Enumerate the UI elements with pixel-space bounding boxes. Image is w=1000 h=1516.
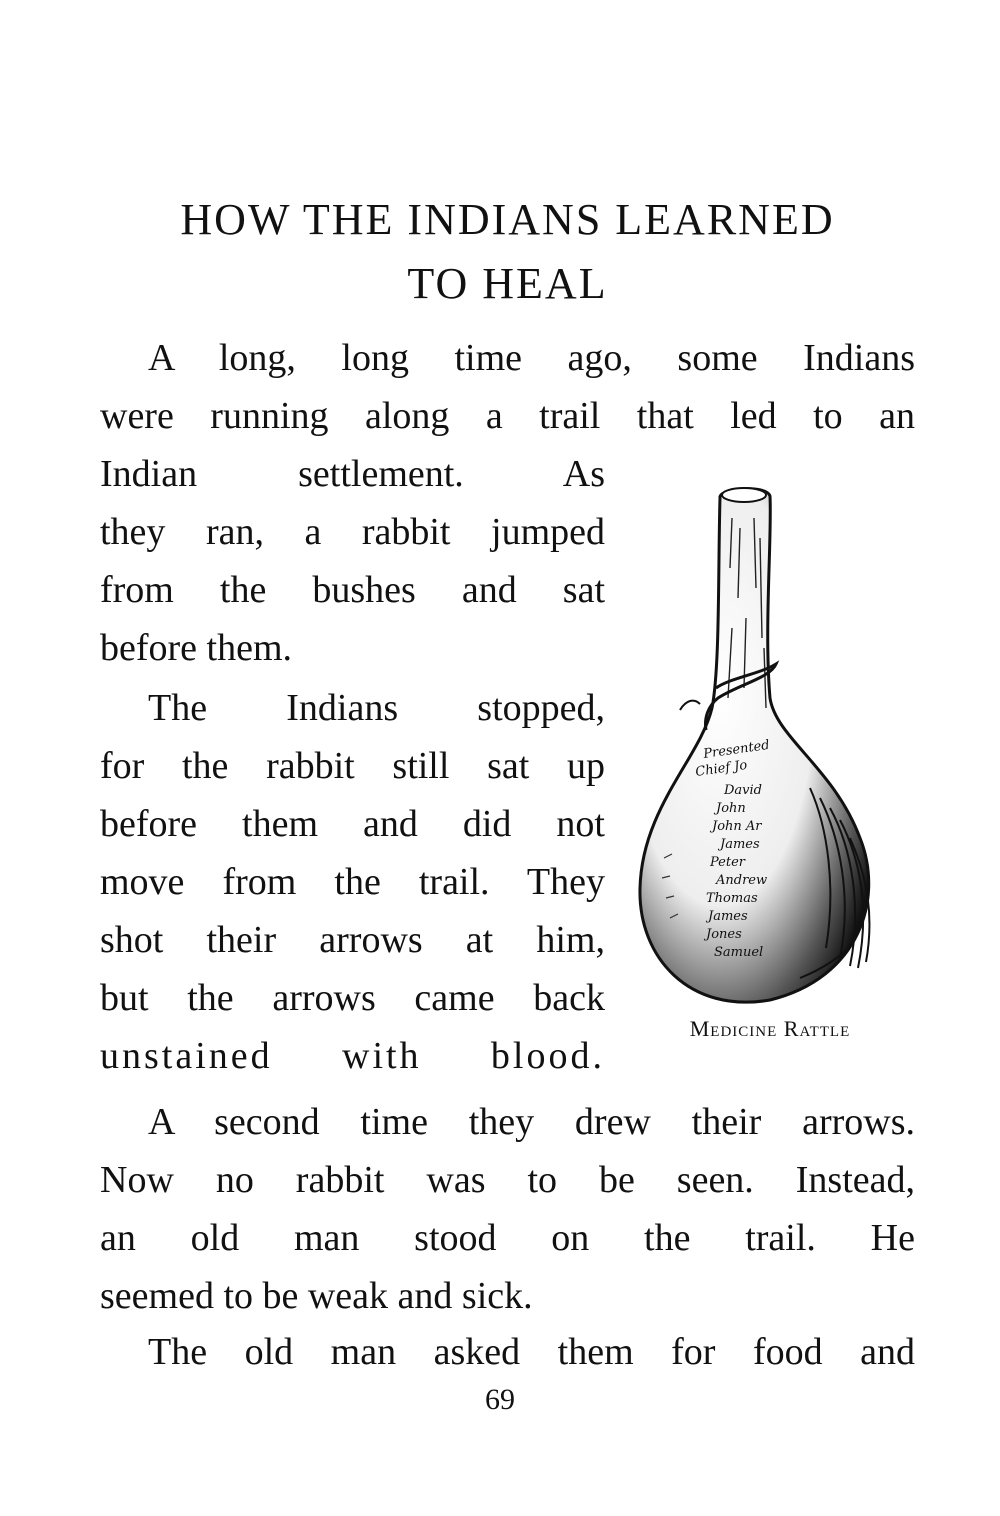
text-line: shot their arrows at him,	[100, 919, 605, 961]
inscription-line: John	[716, 801, 746, 816]
text-line: A second time they drew their arrows.	[148, 1101, 915, 1143]
text-line: unstained with blood.	[100, 1035, 605, 1077]
chapter-title-line-2: TO HEAL	[407, 259, 608, 308]
figure-caption: Medicine Rattle	[689, 1016, 851, 1041]
inscription-line: Jones	[706, 927, 742, 942]
inscription-line: Thomas	[706, 891, 758, 906]
text-line: but the arrows came back	[100, 977, 605, 1019]
inscription-line: James	[708, 909, 748, 924]
inscription-line: David	[724, 783, 762, 798]
text-line: The Indians stopped,	[148, 687, 605, 729]
inscription-line: James	[720, 837, 760, 852]
text-line: from the bushes and sat	[100, 569, 605, 611]
text-line: before them and did not	[100, 803, 605, 845]
inscription-line: Samuel	[714, 945, 764, 960]
text-line: Indian settlement. As	[100, 453, 605, 495]
text-line: A long, long time ago, some Indians	[148, 337, 915, 379]
text-line: for the rabbit still sat up	[100, 745, 605, 787]
text-line: seemed to be weak and sick.	[100, 1275, 533, 1317]
text-line: were running along a trail that led to an	[100, 395, 915, 437]
text-line: Now no rabbit was to be seen. Instead,	[100, 1159, 915, 1201]
inscription-line: Andrew	[716, 873, 768, 888]
text-line: an old man stood on the trail. He	[100, 1217, 915, 1259]
text-line: they ran, a rabbit jumped	[100, 511, 605, 553]
chapter-title	[100, 188, 915, 316]
inscription-line: Chief Jo	[694, 757, 749, 780]
text-line: move from the trail. They	[100, 861, 605, 903]
page-number: 69	[485, 1383, 515, 1416]
inscription-line: Presented	[702, 737, 771, 762]
medicine-rattle-illustration	[620, 478, 920, 1038]
text-line: before them.	[100, 627, 293, 669]
inscription-line: John Ar	[712, 819, 762, 834]
chapter-title-line-1: HOW THE INDIANS LEARNED	[180, 195, 835, 244]
text-line: The old man asked them for food and	[148, 1331, 915, 1373]
inscription-line: Peter	[710, 855, 745, 870]
